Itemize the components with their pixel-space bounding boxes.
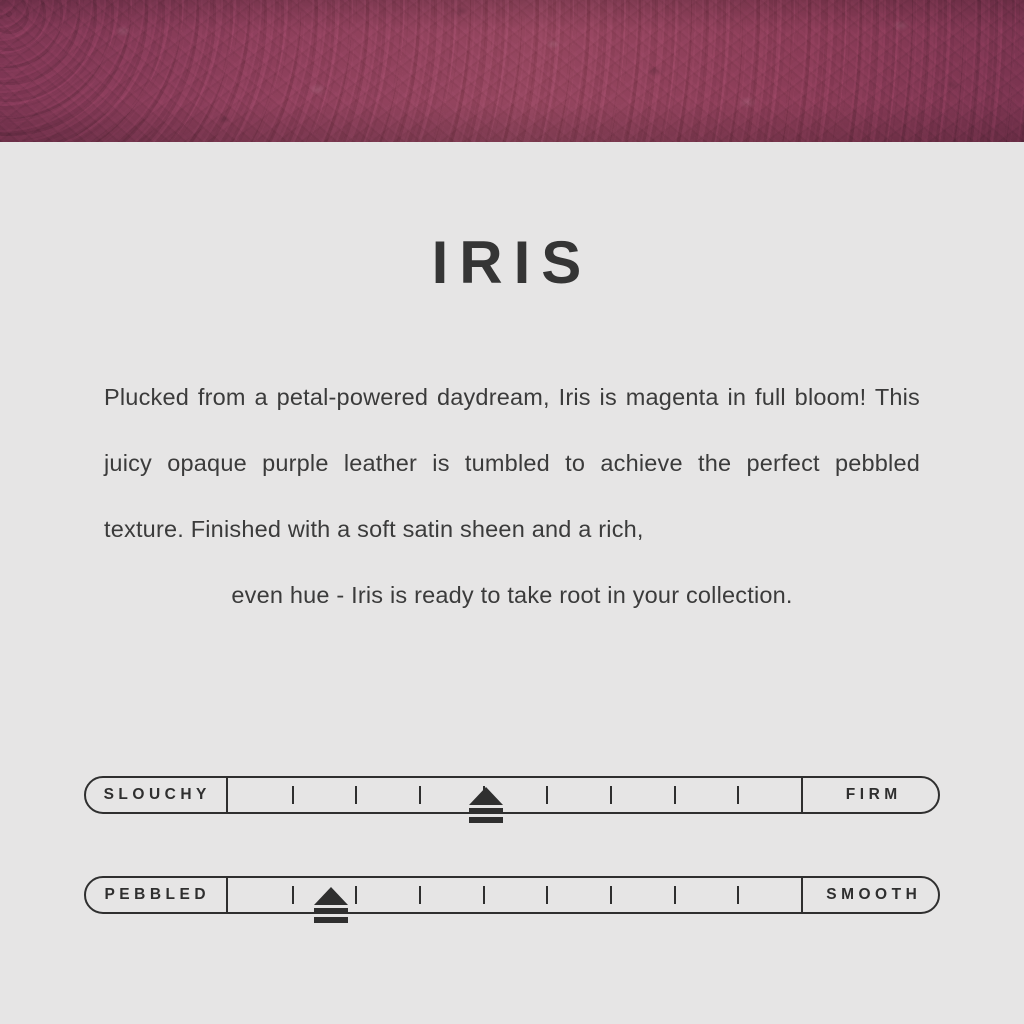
color-description [104,364,920,628]
scale-tick [610,886,612,904]
texture-scale-marker[interactable] [314,887,348,923]
scale-tick [610,786,612,804]
drape-scale-right-label: FIRM [801,776,940,814]
marker-head-icon [469,787,503,805]
texture-scale-right-label: SMOOTH [801,876,940,914]
attribute-scales [84,776,940,976]
scale-tick [546,886,548,904]
scale-tick [674,886,676,904]
drape-scale-ticks [228,776,801,814]
scale-tick [737,886,739,904]
scale-tick [546,786,548,804]
scale-tick [737,786,739,804]
scale-tick [292,886,294,904]
scale-tick [355,886,357,904]
drape-scale [84,776,940,814]
texture-scale-left-label: PEBBLED [84,876,228,914]
leather-swatch-band [0,0,1024,142]
description-line-1: Plucked from a petal-powered daydream, Iris is magenta in full [104,384,786,410]
description-line-3: perfect pebbled texture. Finished with a soft satin sheen and a rich, [104,450,921,542]
scale-tick [419,886,421,904]
marker-bar-lower [469,817,503,823]
marker-bar-lower [314,917,348,923]
page-title: IRIS [431,229,593,296]
drape-scale-left-label: SLOUCHY [84,776,228,814]
scale-tick [483,886,485,904]
texture-scale [84,876,940,914]
description-line-2: bloom! This juicy opaque purple leather is tumbled to achieve the [104,384,921,476]
scale-tick [355,786,357,804]
marker-bar-upper [314,908,348,914]
leather-shading-overlay [0,0,1024,142]
scale-tick [292,786,294,804]
scale-tick [419,786,421,804]
scale-tick [674,786,676,804]
marker-bar-upper [469,808,503,814]
marker-head-icon [314,887,348,905]
description-line-4: even hue - Iris is ready to take root in your collection. [231,582,793,608]
drape-scale-marker[interactable] [469,787,503,823]
